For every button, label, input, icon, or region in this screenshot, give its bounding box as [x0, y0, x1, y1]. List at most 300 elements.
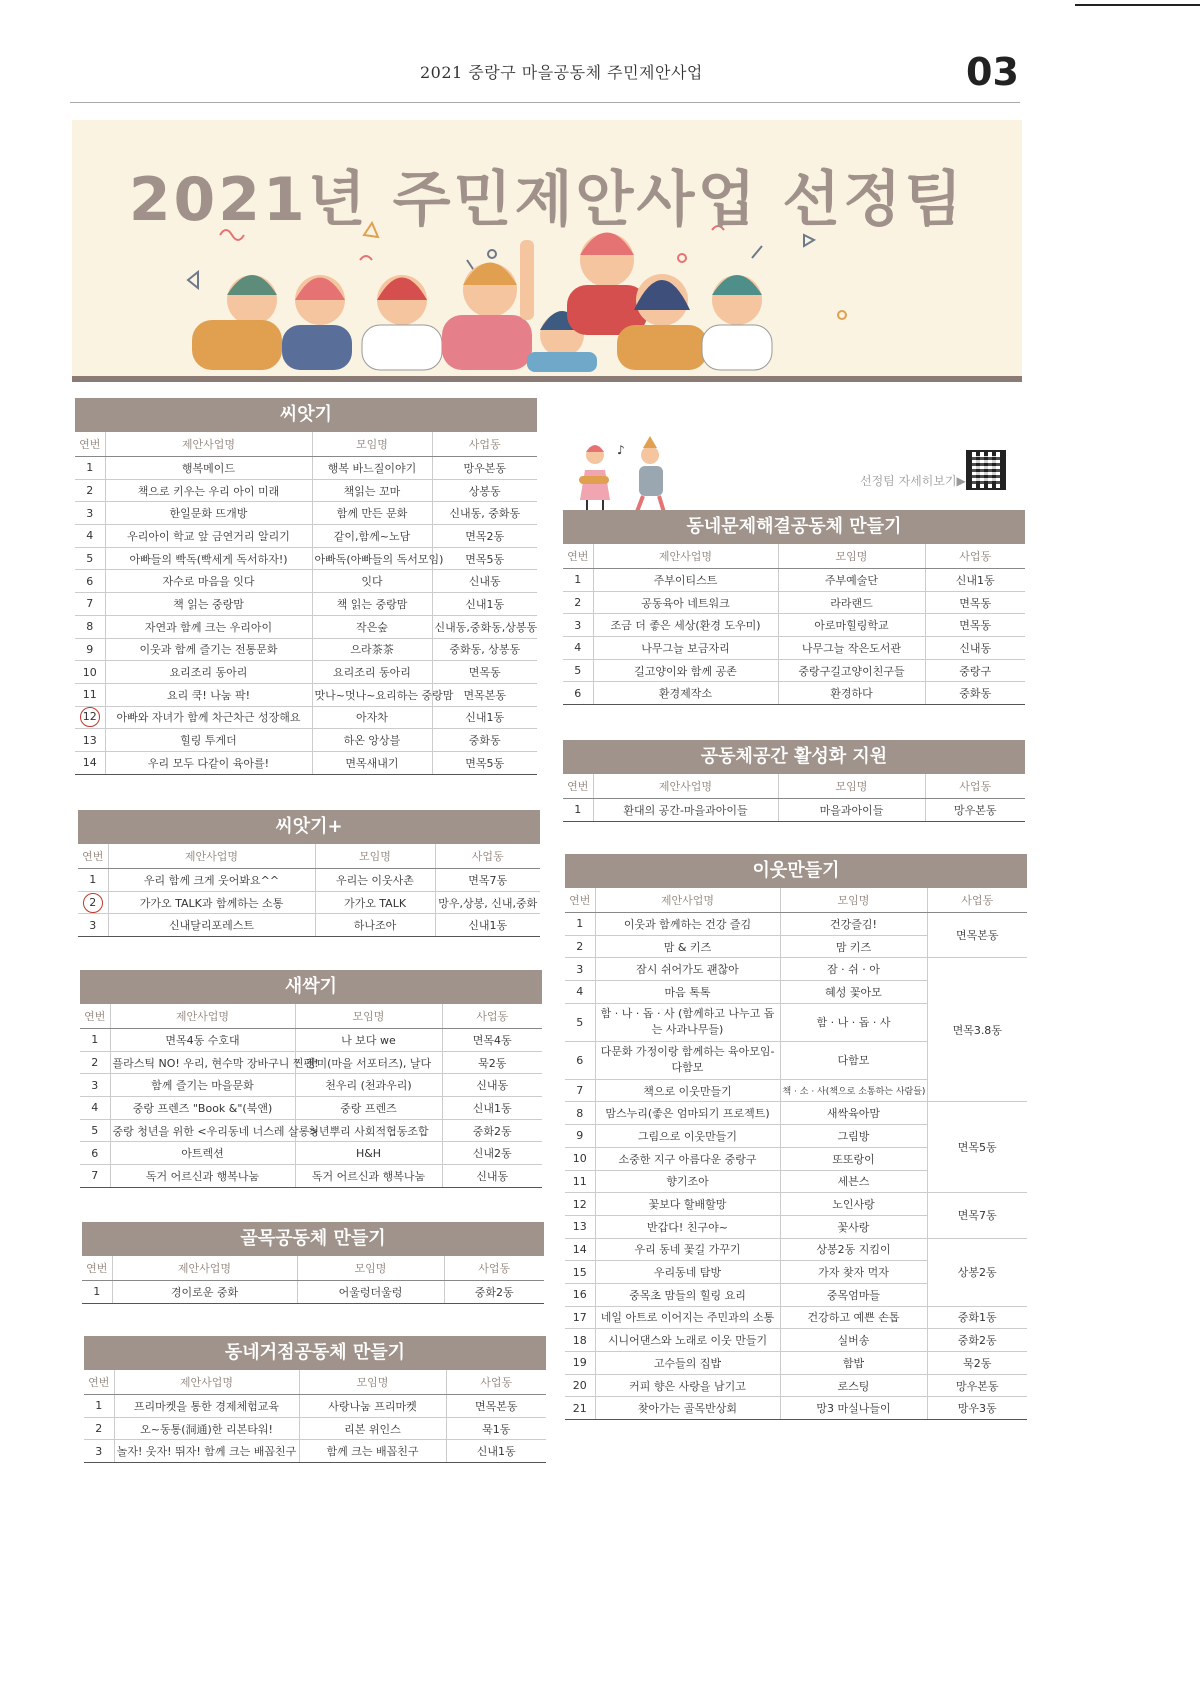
row-number: 5 — [80, 1119, 110, 1142]
col-no: 연번 — [563, 544, 593, 569]
table-row — [78, 914, 540, 937]
group-name: 실버송 — [780, 1329, 927, 1352]
table-row — [565, 1352, 1027, 1375]
row-number: 2 — [75, 479, 105, 502]
table-row — [563, 637, 1025, 660]
table-row — [80, 1097, 542, 1120]
row-number: 3 — [78, 914, 108, 937]
row-number: 6 — [565, 1041, 595, 1079]
header-divider — [70, 102, 1020, 103]
project-name: 그림으로 이웃만들기 — [595, 1125, 780, 1148]
row-number: 1 — [563, 569, 593, 592]
group-name: 중랑구길고양이친구들 — [778, 659, 925, 682]
project-name: 신내달리포레스트 — [108, 914, 315, 937]
col-group: 모임명 — [315, 844, 435, 869]
row-number: 10 — [565, 1147, 595, 1170]
row-number: 14 — [75, 751, 105, 774]
group-name: 으라茶茶 — [312, 638, 432, 661]
table-row — [75, 661, 537, 684]
col-dong: 사업동 — [442, 1004, 542, 1029]
project-name: 고수들의 집밥 — [595, 1352, 780, 1375]
row-number: 5 — [563, 659, 593, 682]
project-name: 맘 & 키즈 — [595, 935, 780, 958]
project-dong: 신내1동 — [432, 593, 537, 616]
group-name: 꽃사랑 — [780, 1215, 927, 1238]
project-dong: 면목3.8동 — [927, 958, 1027, 1102]
row-number: 3 — [84, 1440, 114, 1463]
row-number: 19 — [565, 1352, 595, 1375]
project-dong: 신내동 — [432, 570, 537, 593]
project-dong: 묵2동 — [442, 1051, 542, 1074]
group-name: 함께 크는 배꼽친구 — [299, 1440, 446, 1463]
table-row — [563, 569, 1025, 592]
table-row — [75, 615, 537, 638]
table-row — [84, 1440, 546, 1463]
row-number: 3 — [75, 502, 105, 525]
row-number: 1 — [78, 869, 108, 892]
table-row — [80, 1051, 542, 1074]
project-name: 힐링 투게더 — [105, 729, 312, 752]
row-number — [75, 706, 105, 729]
group-name: 행복 바느질이야기 — [312, 457, 432, 480]
table-row — [565, 1374, 1027, 1397]
row-number: 15 — [565, 1261, 595, 1284]
project-name: 플라스틱 NO! 우리, 현수막 장바구니 찐팬! — [110, 1051, 295, 1074]
project-name: 환대의 공간-마을과아이들 — [593, 799, 778, 822]
project-dong: 면목본동 — [446, 1395, 546, 1418]
col-project: 제안사업명 — [105, 432, 312, 457]
group-name: 우리는 이웃사촌 — [315, 869, 435, 892]
col-no: 연번 — [80, 1004, 110, 1029]
project-dong: 신내동, 중화동 — [432, 502, 537, 525]
row-number: 12 — [565, 1193, 595, 1216]
page-number: 03 — [966, 50, 1019, 94]
row-number: 5 — [565, 1003, 595, 1041]
table-row — [565, 1238, 1027, 1261]
table-row — [565, 913, 1027, 936]
project-dong: 망우본동 — [432, 457, 537, 480]
circled-row-number: 2 — [83, 893, 103, 913]
row-number: 2 — [84, 1417, 114, 1440]
neighbor-table — [565, 888, 1027, 1420]
project-name: 조금 더 좋은 세상(환경 도우미) — [593, 614, 778, 637]
project-name: 책으로 키우는 우리 아이 미래 — [105, 479, 312, 502]
project-dong: 신내1동 — [925, 569, 1025, 592]
project-name: 중랑 프렌즈 "Book &"(북앤) — [110, 1097, 295, 1120]
col-project: 제안사업명 — [593, 774, 778, 799]
project-name: 프리마켓을 통한 경제체험교육 — [114, 1395, 299, 1418]
project-dong: 망우본동 — [927, 1374, 1027, 1397]
project-name: 함께 즐기는 마을문화 — [110, 1074, 295, 1097]
project-name: 향기조아 — [595, 1170, 780, 1193]
col-project: 제안사업명 — [112, 1256, 297, 1281]
group-name: 잇다 — [312, 570, 432, 593]
project-dong: 신내동 — [442, 1074, 542, 1097]
group-name: 새싹육아맘 — [780, 1102, 927, 1125]
project-dong: 중화1동 — [927, 1306, 1027, 1329]
group-name: 중랑 프렌즈 — [295, 1097, 442, 1120]
col-dong: 사업동 — [925, 774, 1025, 799]
group-name: 함 · 나 · 돕 · 사 — [780, 1003, 927, 1041]
group-name: 면목새내기 — [312, 751, 432, 774]
group-name: 함께 만든 문화 — [312, 502, 432, 525]
row-number: 14 — [565, 1238, 595, 1261]
project-dong: 망우,상봉, 신내,중화 — [435, 891, 540, 914]
project-dong: 면목5동 — [432, 547, 537, 570]
project-name: 아빠와 자녀가 함께 차근차근 성장해요 — [105, 706, 312, 729]
group-name: 건강즐김! — [780, 913, 927, 936]
section-title: 새싹기 — [80, 970, 542, 1004]
group-name: 청년뿌리 사회적협동조합 — [295, 1119, 442, 1142]
group-name: 하온 앙상블 — [312, 729, 432, 752]
project-dong: 면목7동 — [435, 869, 540, 892]
row-number: 4 — [80, 1097, 110, 1120]
col-project: 제안사업명 — [593, 544, 778, 569]
table-row — [75, 547, 537, 570]
section-hub — [84, 1336, 546, 1463]
page-header-title: 2021 중랑구 마을공동체 주민제안사업 — [420, 63, 703, 82]
project-dong: 신내동,중화동,상봉동 — [432, 615, 537, 638]
project-name: 소중한 지구 아름다운 중랑구 — [595, 1147, 780, 1170]
table-row — [75, 706, 537, 729]
table-row — [75, 729, 537, 752]
table-row — [565, 1193, 1027, 1216]
row-number: 4 — [563, 637, 593, 660]
project-dong: 면목7동 — [927, 1193, 1027, 1238]
col-group: 모임명 — [312, 432, 432, 457]
row-number: 5 — [75, 547, 105, 570]
table-row — [75, 683, 537, 706]
project-name: 책으로 이웃만들기 — [595, 1079, 780, 1102]
table-row — [84, 1417, 546, 1440]
project-name: 아트렉션 — [110, 1142, 295, 1165]
row-number: 1 — [565, 913, 595, 936]
project-dong: 신내동 — [442, 1165, 542, 1188]
row-number: 17 — [565, 1306, 595, 1329]
table-row — [565, 1102, 1027, 1125]
group-name: 건강하고 예쁜 손톱 — [780, 1306, 927, 1329]
table-row — [75, 638, 537, 661]
table-row — [75, 457, 537, 480]
project-name: 우리아이 학교 앞 금연거리 알리기 — [105, 525, 312, 548]
col-project: 제안사업명 — [595, 888, 780, 913]
table-row — [563, 682, 1025, 705]
row-number: 4 — [75, 525, 105, 548]
project-name: 환경제작소 — [593, 682, 778, 705]
group-name: 또또랑이 — [780, 1147, 927, 1170]
project-dong: 중화동, 상봉동 — [432, 638, 537, 661]
col-group: 모임명 — [778, 774, 925, 799]
table-row — [75, 525, 537, 548]
table-row — [80, 1074, 542, 1097]
row-number: 18 — [565, 1329, 595, 1352]
project-dong: 면목4동 — [442, 1029, 542, 1052]
project-dong: 면목동 — [925, 614, 1025, 637]
seed-table — [75, 432, 537, 775]
group-name: 사랑나눔 프리마켓 — [299, 1395, 446, 1418]
project-dong: 면목5동 — [927, 1102, 1027, 1193]
group-name: H&H — [295, 1142, 442, 1165]
section-alley — [82, 1222, 544, 1304]
hub-table — [84, 1370, 546, 1463]
group-name: 책 읽는 중랑맘 — [312, 593, 432, 616]
row-number: 3 — [563, 614, 593, 637]
person-1 — [192, 275, 282, 370]
group-name: 작은숲 — [312, 615, 432, 638]
row-number: 16 — [565, 1283, 595, 1306]
row-number: 3 — [80, 1074, 110, 1097]
qr-code-icon[interactable] — [966, 450, 1006, 490]
person-6 — [567, 233, 647, 336]
project-name: 경이로운 중화 — [112, 1281, 297, 1304]
project-name: 우리 동네 꽃길 가꾸기 — [595, 1238, 780, 1261]
row-number: 1 — [82, 1281, 112, 1304]
group-name: 망3 마실나들이 — [780, 1397, 927, 1420]
project-dong: 묵1동 — [446, 1417, 546, 1440]
row-number: 20 — [565, 1374, 595, 1397]
project-name: 한일문화 뜨개방 — [105, 502, 312, 525]
group-name: 맘 키즈 — [780, 935, 927, 958]
col-group: 모임명 — [780, 888, 927, 913]
group-name: 리본 위인스 — [299, 1417, 446, 1440]
col-no: 연번 — [82, 1256, 112, 1281]
col-dong: 사업동 — [444, 1256, 544, 1281]
row-number: 6 — [80, 1142, 110, 1165]
section-title: 동네거점공동체 만들기 — [84, 1336, 546, 1370]
group-name: 마을과아이들 — [778, 799, 925, 822]
group-name: 중목엄마들 — [780, 1283, 927, 1306]
project-dong: 중화동 — [432, 729, 537, 752]
col-group: 모임명 — [297, 1256, 444, 1281]
table-row — [563, 591, 1025, 614]
group-name: 상봉2동 지킴이 — [780, 1238, 927, 1261]
project-dong: 중랑구 — [925, 659, 1025, 682]
project-name: 책 읽는 중랑맘 — [105, 593, 312, 616]
table-row — [563, 614, 1025, 637]
col-no: 연번 — [565, 888, 595, 913]
row-number: 8 — [75, 615, 105, 638]
group-name: 하나조아 — [315, 914, 435, 937]
table-row — [565, 1329, 1027, 1352]
row-number: 13 — [75, 729, 105, 752]
project-name: 자연과 함께 크는 우리아이 — [105, 615, 312, 638]
project-name: 찾아가는 골목반상회 — [595, 1397, 780, 1420]
group-name: 그림방 — [780, 1125, 927, 1148]
row-number: 1 — [563, 799, 593, 822]
table-row — [80, 1142, 542, 1165]
table-row — [82, 1281, 544, 1304]
project-name: 자수로 마음을 잇다 — [105, 570, 312, 593]
col-dong: 사업동 — [927, 888, 1027, 913]
project-name: 우리동네 탐방 — [595, 1261, 780, 1284]
group-name: 책읽는 꼬마 — [312, 479, 432, 502]
row-number: 2 — [565, 935, 595, 958]
table-row — [563, 799, 1025, 822]
table-row — [565, 958, 1027, 981]
project-dong: 묵2동 — [927, 1352, 1027, 1375]
project-name: 우리 모두 다같이 육아를! — [105, 751, 312, 774]
project-dong: 신내1동 — [432, 706, 537, 729]
project-name: 요리 쿡! 나눔 팍! — [105, 683, 312, 706]
group-name: 함밥 — [780, 1352, 927, 1375]
person-3 — [362, 275, 442, 370]
group-name: 잠 · 쉬 · 아 — [780, 958, 927, 981]
project-name: 시니어댄스와 노래로 이웃 만들기 — [595, 1329, 780, 1352]
group-name: 요리조리 동아리 — [312, 661, 432, 684]
row-number: 9 — [75, 638, 105, 661]
sprout-table — [80, 1004, 542, 1188]
project-name: 잠시 쉬어가도 괜찮아 — [595, 958, 780, 981]
person-4 — [442, 240, 534, 370]
project-name: 중목초 맘들의 힐링 요리 — [595, 1283, 780, 1306]
table-row — [565, 1397, 1027, 1420]
project-name: 아빠들의 빡독(빡세게 독서하자!) — [105, 547, 312, 570]
group-name: 노인사랑 — [780, 1193, 927, 1216]
table-row — [75, 751, 537, 774]
group-name: 나 보다 we — [295, 1029, 442, 1052]
group-name: 책 · 소 · 사(책으로 소통하는 사람들) — [780, 1079, 927, 1102]
table-row — [78, 891, 540, 914]
table-row — [80, 1119, 542, 1142]
row-number: 6 — [75, 570, 105, 593]
group-name: 세븐스 — [780, 1170, 927, 1193]
row-number: 7 — [565, 1079, 595, 1102]
project-dong: 면목동 — [432, 661, 537, 684]
section-seed — [75, 398, 537, 775]
team-details-link[interactable]: 선정팀 자세히보기▶ — [860, 474, 966, 488]
project-dong: 신내1동 — [442, 1097, 542, 1120]
project-name: 나무그늘 보금자리 — [593, 637, 778, 660]
col-no: 연번 — [78, 844, 108, 869]
col-dong: 사업동 — [432, 432, 537, 457]
row-number — [78, 891, 108, 914]
project-name: 행복메이드 — [105, 457, 312, 480]
banner-title: 2021년 주민제안사업 선정팀 — [128, 165, 966, 235]
row-number: 8 — [565, 1102, 595, 1125]
section-title: 씨앗기 — [75, 398, 537, 432]
col-project: 제안사업명 — [114, 1370, 299, 1395]
row-number: 3 — [565, 958, 595, 981]
col-no: 연번 — [84, 1370, 114, 1395]
section-neighbor — [565, 854, 1027, 1420]
table-row — [75, 502, 537, 525]
col-group: 모임명 — [299, 1370, 446, 1395]
section-title: 공동체공간 활성화 지원 — [563, 740, 1025, 774]
group-name: 아자차 — [312, 706, 432, 729]
banner-bottom-bar — [72, 376, 1022, 382]
project-dong: 신내동 — [925, 637, 1025, 660]
project-dong: 중화2동 — [442, 1119, 542, 1142]
project-dong: 망우본동 — [925, 799, 1025, 822]
group-name: 나무그늘 작은도서관 — [778, 637, 925, 660]
project-name: 공동육아 네트워크 — [593, 591, 778, 614]
section-title: 동네문제해결공동체 만들기 — [563, 510, 1025, 544]
group-name: 가가오 TALK — [315, 891, 435, 914]
group-name: 다함모 — [780, 1041, 927, 1079]
col-dong: 사업동 — [446, 1370, 546, 1395]
group-name: 독거 어르신과 행복나눔 — [295, 1165, 442, 1188]
row-number: 21 — [565, 1397, 595, 1420]
table-row — [78, 869, 540, 892]
group-name: 같이,함께~노담 — [312, 525, 432, 548]
project-dong: 중화동 — [925, 682, 1025, 705]
project-name: 주부이티스트 — [593, 569, 778, 592]
project-name: 우리 함께 크게 웃어봐요^^ — [108, 869, 315, 892]
project-dong: 신내1동 — [435, 914, 540, 937]
person-2 — [282, 275, 352, 370]
group-name: 아빠독(아빠들의 독서모임) — [312, 547, 432, 570]
group-name: 아로마힐링학교 — [778, 614, 925, 637]
group-name: 장미(마을 서포터즈), 날다 — [295, 1051, 442, 1074]
table-row — [565, 1306, 1027, 1329]
col-project: 제안사업명 — [110, 1004, 295, 1029]
project-dong: 상봉동 — [432, 479, 537, 502]
col-dong: 사업동 — [925, 544, 1025, 569]
section-title: 씨앗기+ — [78, 810, 540, 844]
group-name: 어울렁더울렁 — [297, 1281, 444, 1304]
project-name: 독거 어르신과 행복나눔 — [110, 1165, 295, 1188]
section-title: 이웃만들기 — [565, 854, 1027, 888]
project-name: 오~동통(洞通)한 리본타워! — [114, 1417, 299, 1440]
project-name: 꽃보다 할배할망 — [595, 1193, 780, 1216]
group-name: 천우리 (천과우리) — [295, 1074, 442, 1097]
group-name: 혜성 꽃아모 — [780, 981, 927, 1004]
section-space — [563, 740, 1025, 822]
project-name: 함 · 나 · 돕 · 사 (함께하고 나누고 돕는 사과나무들) — [595, 1003, 780, 1041]
group-name: 맛나~멋나~요리하는 중랑맘 — [312, 683, 432, 706]
project-name: 놀자! 웃자! 뛰자! 함께 크는 배꼽친구 — [114, 1440, 299, 1463]
row-number: 7 — [80, 1165, 110, 1188]
col-no: 연번 — [563, 774, 593, 799]
table-row — [563, 659, 1025, 682]
project-dong: 면목2동 — [432, 525, 537, 548]
project-dong: 중화2동 — [444, 1281, 544, 1304]
project-name: 길고양이와 함께 공존 — [593, 659, 778, 682]
project-dong: 신내2동 — [442, 1142, 542, 1165]
project-dong: 면목본동 — [432, 683, 537, 706]
row-number: 4 — [565, 981, 595, 1004]
group-name: 라라랜드 — [778, 591, 925, 614]
col-project: 제안사업명 — [108, 844, 315, 869]
project-dong: 면목5동 — [432, 751, 537, 774]
group-name: 주부예술단 — [778, 569, 925, 592]
table-row — [84, 1395, 546, 1418]
col-no: 연번 — [75, 432, 105, 457]
project-name: 이웃과 함께하는 건강 즐김 — [595, 913, 780, 936]
person-8 — [702, 275, 772, 370]
row-number: 1 — [75, 457, 105, 480]
project-name: 중랑 청년을 위한 <우리동네 너스레 살롱> — [110, 1119, 295, 1142]
row-number: 6 — [563, 682, 593, 705]
table-row — [75, 479, 537, 502]
project-name: 요리조리 동아리 — [105, 661, 312, 684]
alley-table — [82, 1256, 544, 1304]
project-name: 다문화 가정이랑 함께하는 육아모임-다함모 — [595, 1041, 780, 1079]
banner — [72, 120, 1022, 382]
table-row — [80, 1165, 542, 1188]
row-number: 2 — [80, 1051, 110, 1074]
group-name: 가자 찾자 먹자 — [780, 1261, 927, 1284]
circled-row-number: 12 — [80, 707, 100, 727]
problem-table — [563, 544, 1025, 705]
row-number: 11 — [75, 683, 105, 706]
row-number: 13 — [565, 1215, 595, 1238]
row-number: 11 — [565, 1170, 595, 1193]
project-dong: 면목동 — [925, 591, 1025, 614]
space-table — [563, 774, 1025, 822]
section-problem — [563, 510, 1025, 705]
row-number: 1 — [84, 1395, 114, 1418]
